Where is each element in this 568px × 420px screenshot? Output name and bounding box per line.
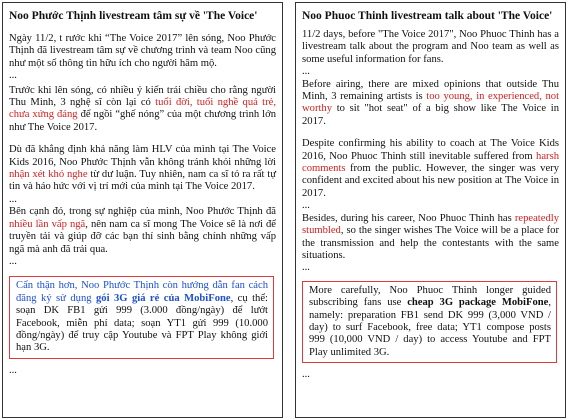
promo-package-name: cheap 3G package MobiFone bbox=[407, 297, 549, 309]
promo-intro-text: Cẩn thận hơn, Noo Phước Thịnh còn hướng dẫn fan cách đăng ký sử dụng bbox=[16, 280, 268, 304]
paragraph-text: để ngồi “ghế nóng” của một chương trình lớn như The Voice 2017. bbox=[9, 109, 276, 133]
english-promo-box bbox=[302, 281, 557, 363]
vietnamese-paragraph-1: Ngày 11/2, t rước khi “The Voice 2017” lên sóng, Noo Phước Thịnh đã livestream tâm sự về chương trình và team Noo cũng như một số thông tin hữu ích cho người hâm mộ. bbox=[9, 33, 276, 69]
highlighted-phrase: nhiều lần vấp ngã bbox=[9, 218, 86, 230]
highlighted-phrase: harsh comments bbox=[302, 150, 559, 175]
english-paragraph-2 bbox=[302, 79, 559, 129]
ellipsis: ... bbox=[302, 369, 310, 381]
ellipsis: ... bbox=[9, 70, 17, 82]
highlighted-phrase: tuổi đời, tuổi nghề quá trẻ, chưa xứng đáng bbox=[9, 97, 276, 121]
vietnamese-promo-box bbox=[9, 276, 274, 358]
vietnamese-paragraph-4 bbox=[9, 206, 276, 256]
promo-intro-text: More carefully, Noo Phuoc Thinh longer guided subscribing fans use bbox=[309, 284, 551, 309]
paragraph-text: Dù đã khẳng định khả năng làm HLV của mình tại The Voice Kids 2016, Noo Phước Thịnh vẫn không tránh khỏi những lời bbox=[9, 144, 276, 168]
paragraph-text: Trước khi lên sóng, có nhiều ý kiến trái chiều cho rằng người Thu Minh, 3 nghệ sĩ còn lại có bbox=[9, 84, 276, 109]
vietnamese-article-title: Noo Phước Thịnh livestream tâm sự về 'The Voice' bbox=[9, 10, 258, 22]
highlighted-phrase: too young, in experienced, not worthy bbox=[302, 91, 560, 115]
paragraph-text: Besides, during his career, Noo Phuoc Thinh has bbox=[302, 212, 515, 224]
vietnamese-article-panel bbox=[2, 2, 283, 418]
highlighted-phrase: repeatedly stumbled bbox=[302, 212, 559, 237]
promo-package-name: gói 3G giá rẻ của MobiFone bbox=[96, 292, 231, 304]
english-paragraph-3 bbox=[302, 138, 559, 200]
paragraph-text: to sit "hot seat" of a big show like The Voice in 2017. bbox=[302, 103, 559, 127]
promo-details-text: , cụ thể: soạn DK FB1 gửi 999 (3.000 đồng/ngày) để lướt Facebook, miễn phí data; soạn YT1 gửi 999 (10.000 đồng/ngày) để truy cập Youtube và FPT Play không giới hạn 3G. bbox=[16, 292, 269, 354]
paragraph-text: , nên nam ca sĩ mong The Voice sẽ là nơi để truyền tải và giúp đỡ các bạn thí sinh bằng chính những vấp ngã mà anh đã trải qua. bbox=[9, 218, 276, 255]
paragraph-text: Bên cạnh đó, trong sự nghiệp của mình, Noo Phước Thịnh đã bbox=[9, 206, 276, 218]
paragraph-text: from the public. However, the singer was very confident and excited about his new position at The Voice in 2017. bbox=[302, 163, 559, 199]
paragraph-text: , so the singer wishes The Voice will be a place for the transmission and help the contestants with the same situations. bbox=[302, 225, 559, 261]
english-paragraph-4 bbox=[302, 213, 559, 263]
ellipsis: ... bbox=[9, 364, 17, 376]
english-article-panel bbox=[295, 2, 566, 418]
highlighted-phrase: nhận xét khó nghe bbox=[9, 169, 88, 181]
ellipsis: ... bbox=[302, 262, 310, 274]
vietnamese-paragraph-2 bbox=[9, 85, 276, 135]
ellipsis: ... bbox=[9, 193, 17, 205]
english-article-title: Noo Phuoc Thinh livestream talk about 'The Voice' bbox=[302, 10, 553, 22]
promo-details-text: , namely: preparation FB1 send DK 999 (3,000 VND / day) to surf Facebook, free data; YT1 compose posts 999 (10,000 VND / day) to access Youtube and FPT Play unlimited 3G. bbox=[309, 297, 551, 358]
paragraph-text: Before airing, there are mixed opinions that outside Thu Minh, 3 remaining artists is bbox=[302, 78, 559, 103]
paragraph-text: Despite confirming his ability to coach at The Voice Kids 2016, Noo Phuoc Thinh still inevitable suffered from bbox=[302, 138, 559, 162]
vietnamese-paragraph-3 bbox=[9, 144, 276, 194]
english-paragraph-1: 11/2 days, before "The Voice 2017", Noo Phuoc Thinh has a livestream talk about the program and Noo team as well as some useful information for fans. bbox=[302, 29, 559, 65]
ellipsis: ... bbox=[302, 66, 310, 78]
paragraph-text: từ dư luận. Tuy nhiên, nam ca sĩ tỏ ra rất tự tin và háo hức với vị trí mới của mình tại The Voice 2017. bbox=[9, 169, 276, 193]
ellipsis: ... bbox=[302, 200, 310, 212]
ellipsis: ... bbox=[9, 255, 17, 267]
